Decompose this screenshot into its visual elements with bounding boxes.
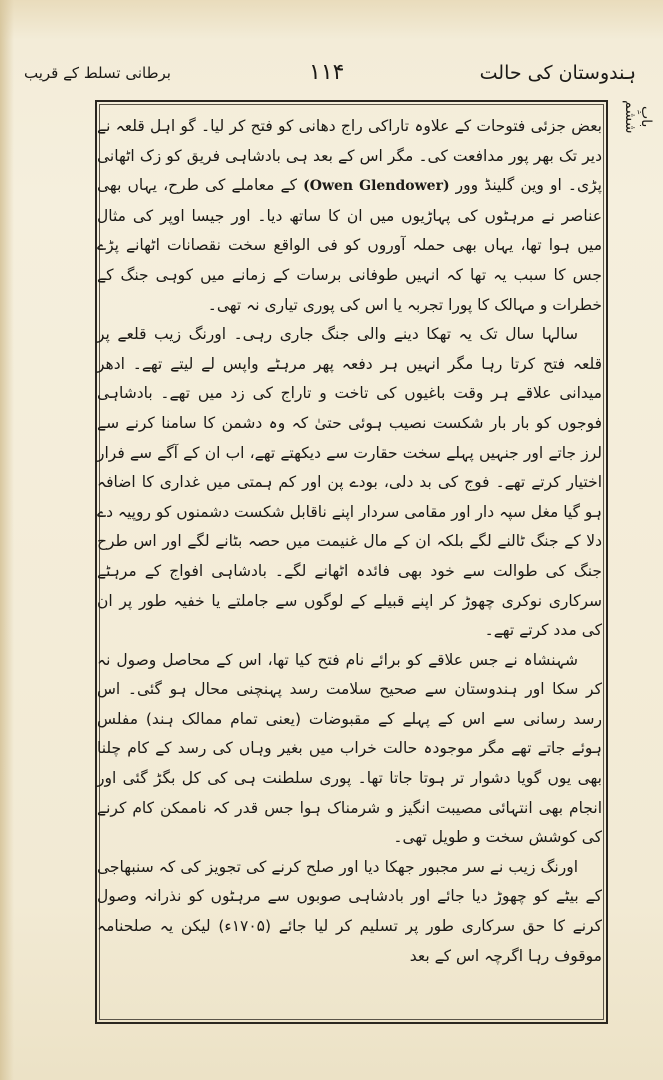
chapter-label: بابِ ششم: [622, 100, 654, 134]
paragraph-1-part-2: کے معاملے کی طرح، یہاں بھی عناصر نے مرہٹوں کی پہاڑیوں میں ان کا ساتھ دیا۔ اور جیسا اوپر کی مثال میں ہوا تھا، یہاں بھی حملہ آوروں کو فی الواقع سخت نقصانات اٹھانے پڑے جس کا سبب یہ تھا کہ انہیں طوفانی برسات کے زمانے میں کوہی جنگ کے خطرات و مہالک کا پورا تجربہ یا اس کی پوری تیاری نہ تھی۔: [97, 176, 602, 314]
header-title-right: ہندوستان کی حالت: [479, 62, 636, 84]
header-title-left: برطانی تسلط کے قریب: [24, 64, 171, 82]
paragraph-4: اورنگ زیب نے سر مجبور جھکا دیا اور صلح کرنے کی تجویز کی کہ سنبھاجی کے بیٹے کو چھوڑ دیا جائے اور بادشاہی صوبوں سے مرہٹوں کو نذرانہ وصول کرنے کا حق سرکاری طور پر تسلیم کر لیا جائے (۱۷۰۵ء) لیکن یہ صلحنامہ موقوف رہا اگرچہ اس کے بعد: [97, 857, 602, 965]
paragraph-2: سالہا سال تک یہ تھکا دینے والی جنگ جاری رہی۔ اورنگ زیب قلعے پر قلعہ فتح کرتا رہا مگر انہیں ہر دفعہ پھر مرہٹے واپس لے لیتے تھے۔ ادھر میدانی علاقے ہر وقت باغیوں کی تاخت و تاراج کی زد میں تھے۔ بادشاہی فوجوں کو بار بار شکست نصیب ہوئی حتیٰ کہ وہ دشمن کا سامنا کرنے سے لرز جاتے اور جنہیں پہلے سخت حقارت سے دیکھتے تھے، اب ان کے آگے سے فرار اختیار کرتے تھے۔ فوج کی بد دلی، بودے پن اور کم ہمتی میں غداری کا اضافہ ہو گیا مغل سپہ دار اور مقامی سردار اپنے ناقابل شکست دشمنوں کو روپیہ دے دلا کے جنگ ٹالنے لگے بلکہ ان کے مال غنیمت میں حصہ بٹانے لگے اور اس طرح جنگ کی طوالت سے خود بھی فائدہ اٹھانے لگے۔ بادشاہی افواج کے مرہٹے سرکاری نوکری چھوڑ کر اپنے قبیلے کے لوگوں سے جاملتے یا خفیہ طور پر ان کی مدد کرتے تھے۔: [97, 325, 602, 640]
paragraph-3: شہنشاہ نے جس علاقے کو برائے نام فتح کیا تھا، اس کے محاصل وصول نہ کر سکا اور ہندوستان سے صحیح سلامت رسد پہنچنی محال ہو گئی۔ اس رسد رسانی سے اس کے پہلے کے مقبوضات (یعنی تمام ممالک ہند) مفلس ہوئے جاتے تھے مگر موجودہ حالت خراب میں بغیر وہاں کی رسد کے کام چلنا بھی یوں گویا دشوار تر ہوتا جاتا تھا۔ پوری سلطنت ہی کی کل بگڑ گئی اور انجام بھی انتہائی مصیبت انگیز و شرمناک ہوا جس قدر کہ ناممکن کام کرنے کی کوشش سخت و طویل تھی۔: [97, 650, 602, 847]
page-edge-shadow: [0, 0, 14, 1080]
body-text: [97, 112, 602, 971]
page-number: ۱۱۴: [309, 60, 345, 85]
paragraph-1: [97, 112, 602, 320]
paragraph-1-part-1: بعض جزئی فتوحات کے علاوہ تاراکی راج دھانی کو فتح کر لیا۔ گو اہل قلعہ نے دیر تک بھر پور مدافعت کی۔ مگر اس کے بعد ہی بادشاہی فریق کو زک اٹھانی پڑی۔ او وین گلینڈ وور: [97, 117, 602, 195]
latin-name-owen-glendower: (Owen Glendower): [303, 178, 450, 195]
running-header: [24, 60, 636, 90]
